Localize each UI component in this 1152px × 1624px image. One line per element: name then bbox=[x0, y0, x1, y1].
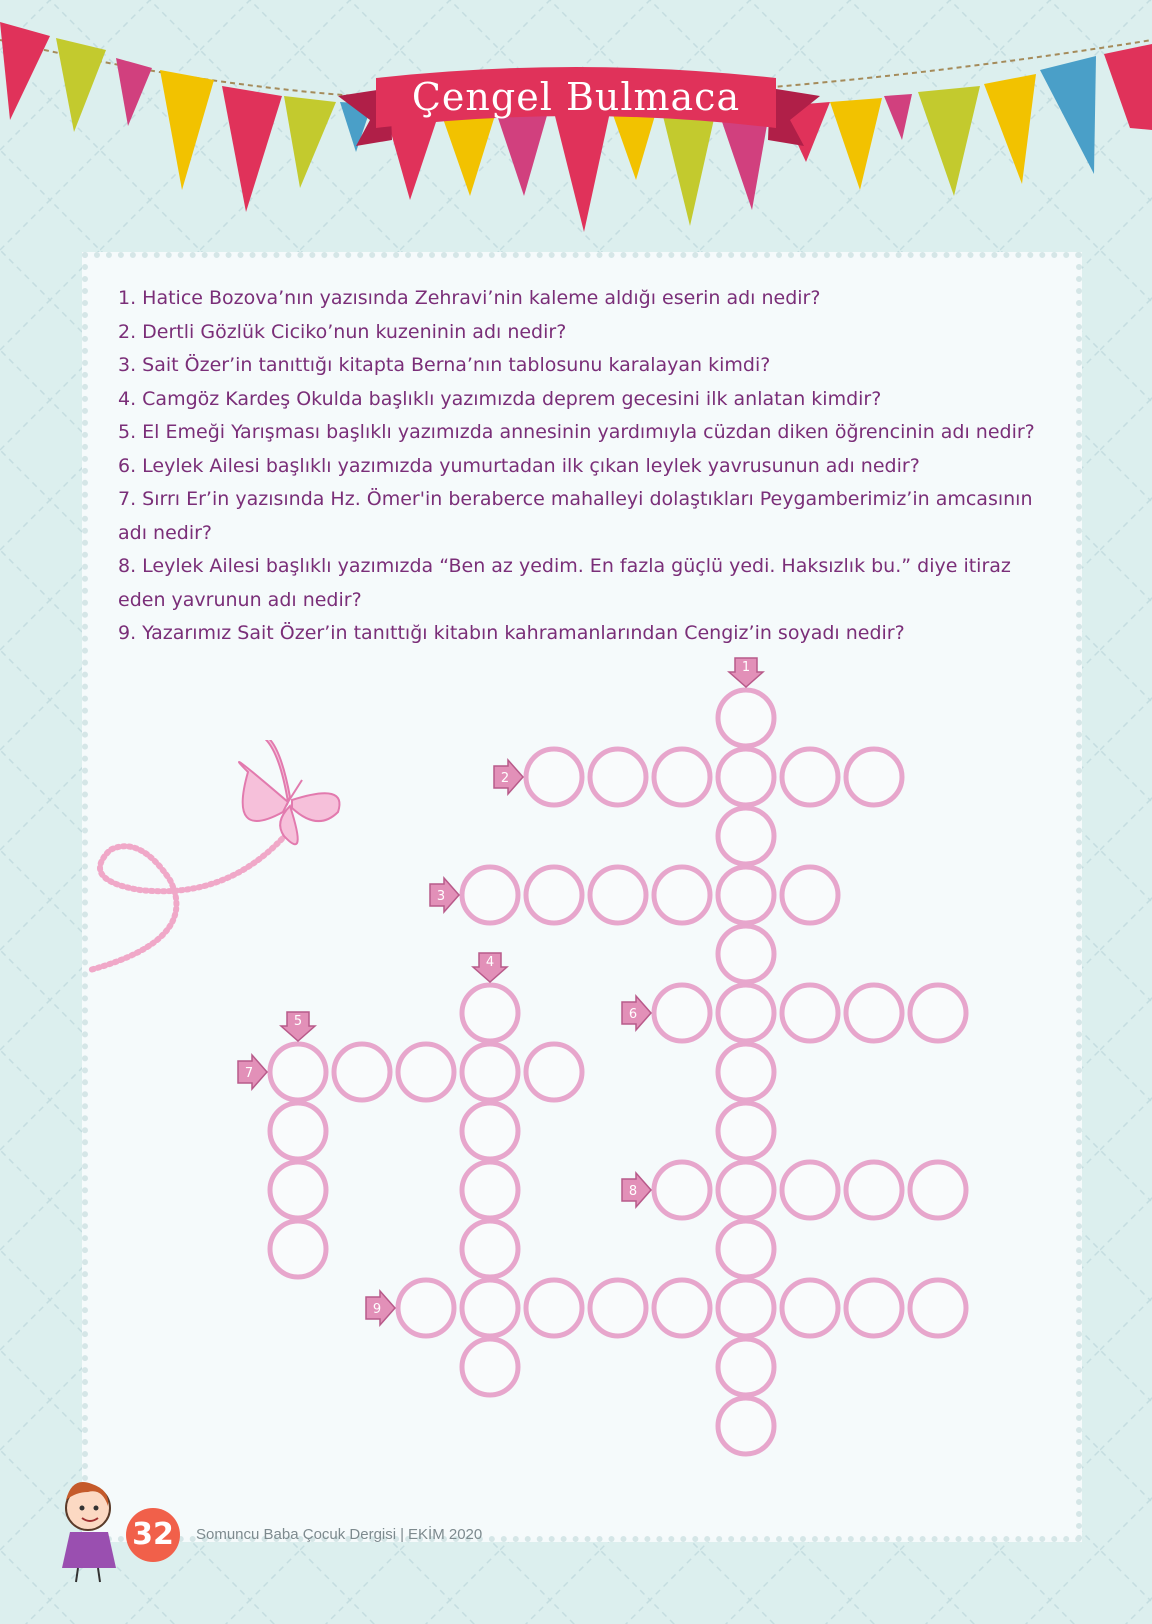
question-6: 6. Leylek Ailesi başlıklı yazımızda yumurtadan ilk çıkan leylek yavrusunun adı nedir? bbox=[118, 454, 920, 477]
clue-number: 6 bbox=[628, 1007, 638, 1022]
crossword-cell[interactable] bbox=[398, 1044, 454, 1100]
clue-number: 8 bbox=[628, 1184, 638, 1199]
crossword-cell[interactable] bbox=[462, 1044, 518, 1100]
crossword-cell[interactable] bbox=[782, 985, 838, 1041]
crossword-cell[interactable] bbox=[654, 867, 710, 923]
crossword-cell[interactable] bbox=[590, 749, 646, 805]
crossword-cell[interactable] bbox=[846, 985, 902, 1041]
page-number-badge: 32 bbox=[126, 1508, 180, 1562]
crossword-cell[interactable] bbox=[718, 926, 774, 982]
clue-number: 2 bbox=[500, 771, 510, 786]
clue-marker-4 bbox=[473, 953, 507, 982]
crossword-cell[interactable] bbox=[270, 1103, 326, 1159]
crossword-cell[interactable] bbox=[526, 749, 582, 805]
crossword-cell[interactable] bbox=[718, 985, 774, 1041]
crossword-cell[interactable] bbox=[718, 749, 774, 805]
crossword-cell[interactable] bbox=[462, 1162, 518, 1218]
crossword-cell[interactable] bbox=[718, 1044, 774, 1100]
clue-number: 9 bbox=[372, 1302, 382, 1317]
clue-marker-1 bbox=[729, 658, 763, 687]
question-9: 9. Yazarımız Sait Özer’in tanıttığı kitabın kahramanlarından Cengiz’in soyadı nedir? bbox=[118, 622, 905, 644]
crossword-cell[interactable] bbox=[846, 1280, 902, 1336]
crossword-cell[interactable] bbox=[654, 749, 710, 805]
crossword-cell[interactable] bbox=[462, 1103, 518, 1159]
crossword-cell[interactable] bbox=[462, 985, 518, 1041]
clue-number: 7 bbox=[244, 1066, 254, 1081]
crossword-cell[interactable] bbox=[526, 1280, 582, 1336]
crossword-cell[interactable] bbox=[270, 1221, 326, 1277]
crossword-cell[interactable] bbox=[718, 1339, 774, 1395]
crossword-cell[interactable] bbox=[910, 1280, 966, 1336]
question-5: 5. El Emeği Yarışması başlıklı yazımızda annesinin yardımıyla cüzdan diken öğrencinin adı nedir? bbox=[118, 421, 1035, 443]
crossword-cell[interactable] bbox=[718, 1398, 774, 1454]
question-4: 4. Camgöz Kardeş Okulda başlıklı yazımızda deprem gecesini ilk anlatan kimdir? bbox=[118, 387, 882, 410]
clue-marker-2 bbox=[494, 760, 523, 794]
clue-marker-5 bbox=[281, 1012, 315, 1041]
clue-number: 4 bbox=[485, 955, 495, 970]
crossword-cell[interactable] bbox=[846, 749, 902, 805]
crossword-cell[interactable] bbox=[526, 1044, 582, 1100]
issue-date: EKİM 2020 bbox=[408, 1526, 483, 1543]
crossword-cell[interactable] bbox=[526, 867, 582, 923]
clue-marker-6 bbox=[622, 996, 651, 1030]
magazine-name: Somuncu Baba Çocuk Dergisi bbox=[196, 1526, 397, 1543]
question-8: 8. Leylek Ailesi başlıklı yazımızda “Ben az yedim. En fazla güçlü yedi. Haksızlık bu.” diye itiraz eden yavrunun adı nedir? bbox=[118, 555, 1011, 611]
crossword-cell[interactable] bbox=[590, 1280, 646, 1336]
crossword-cell[interactable] bbox=[782, 1280, 838, 1336]
question-1: 1. Hatice Bozova’nın yazısında Zehravi’nin kaleme aldığı eserin adı nedir? bbox=[118, 287, 821, 309]
crossword-cell[interactable] bbox=[334, 1044, 390, 1100]
crossword-cell[interactable] bbox=[910, 985, 966, 1041]
crossword-cell[interactable] bbox=[654, 1280, 710, 1336]
question-3: 3. Sait Özer’in tanıttığı kitapta Berna’nın tablosunu karalayan kimdi? bbox=[118, 354, 771, 376]
clue-marker-8 bbox=[622, 1173, 651, 1207]
girl-mascot-icon bbox=[52, 1476, 132, 1586]
crossword-cell[interactable] bbox=[462, 1221, 518, 1277]
crossword-cell[interactable] bbox=[654, 985, 710, 1041]
crossword-cell[interactable] bbox=[718, 808, 774, 864]
crossword-cell[interactable] bbox=[718, 690, 774, 746]
crossword-cell[interactable] bbox=[718, 1103, 774, 1159]
crossword-cell[interactable] bbox=[782, 867, 838, 923]
crossword-cell[interactable] bbox=[590, 867, 646, 923]
footer-caption bbox=[196, 1526, 482, 1543]
crossword-cell[interactable] bbox=[270, 1044, 326, 1100]
crossword-cell[interactable] bbox=[654, 1162, 710, 1218]
page-title: Çengel Bulmaca bbox=[411, 75, 741, 119]
clue-marker-9 bbox=[366, 1291, 395, 1325]
crossword-cell[interactable] bbox=[718, 1162, 774, 1218]
footer-separator: | bbox=[400, 1526, 405, 1543]
question-2: 2. Dertli Gözlük Ciciko’nun kuzeninin adı nedir? bbox=[118, 320, 567, 343]
crossword-cell[interactable] bbox=[718, 867, 774, 923]
crossword-cell[interactable] bbox=[462, 1280, 518, 1336]
crossword-cell[interactable] bbox=[782, 1162, 838, 1218]
crossword-cell[interactable] bbox=[462, 1339, 518, 1395]
clue-marker-7 bbox=[238, 1055, 267, 1089]
crossword-cell[interactable] bbox=[718, 1280, 774, 1336]
clue-number: 1 bbox=[741, 660, 751, 675]
crossword-cell[interactable] bbox=[718, 1221, 774, 1277]
crossword-cell[interactable] bbox=[910, 1162, 966, 1218]
crossword-cell[interactable] bbox=[782, 749, 838, 805]
clue-number: 5 bbox=[293, 1014, 303, 1029]
crossword-cell[interactable] bbox=[846, 1162, 902, 1218]
crossword-cell[interactable] bbox=[462, 867, 518, 923]
question-7: 7. Sırrı Er’in yazısında Hz. Ömer'in beraberce mahalleyi dolaştıkları Peygamberimiz’in amcasının adı nedir? bbox=[118, 488, 1033, 544]
clue-marker-3 bbox=[430, 878, 459, 912]
clue-number: 3 bbox=[436, 889, 446, 904]
crossword-cell[interactable] bbox=[270, 1162, 326, 1218]
crossword-cell[interactable] bbox=[398, 1280, 454, 1336]
